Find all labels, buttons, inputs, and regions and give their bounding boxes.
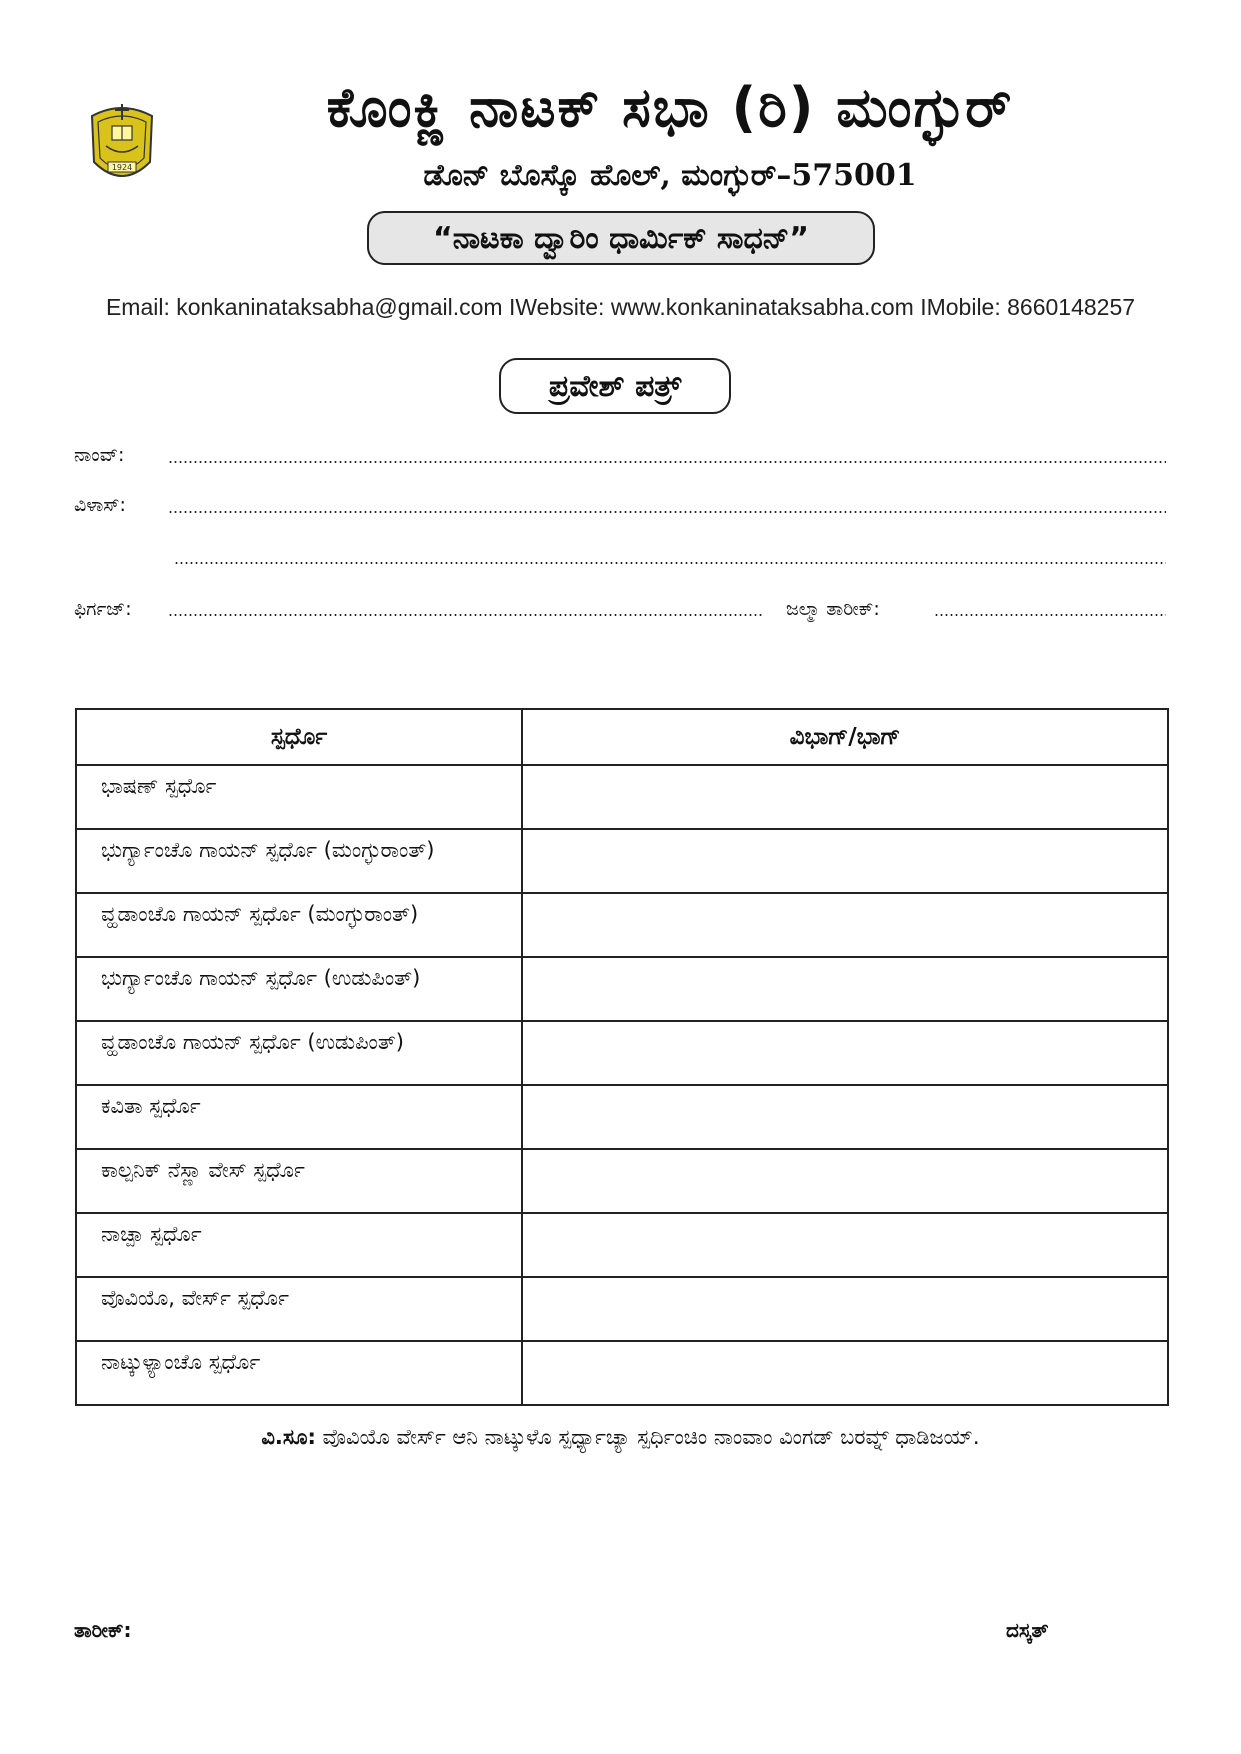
table-row	[76, 893, 1168, 957]
signature-label: ದಸ್ಕತ್	[1006, 1618, 1049, 1642]
category-cell[interactable]	[522, 829, 1168, 893]
address-field-line-1[interactable]	[168, 511, 1166, 513]
table-row	[76, 765, 1168, 829]
organization-address: ಡೊನ್ ಬೊಸ್ಕೊ ಹೊಲ್, ಮಂಗ್ಳುರ್–575001	[423, 158, 917, 193]
dob-field[interactable]	[934, 614, 1166, 616]
note-prefix: ವಿ.ಸೂ:	[261, 1425, 316, 1449]
sabha-logo-icon	[84, 96, 160, 192]
contact-line: Email: konkaninataksabha@gmail.com IWebsite: www.konkaninataksabha.com IMobile: 8660148257	[105, 294, 1136, 320]
organization-title: ಕೊಂಕ್ಣಿ ನಾಟಕ್ ಸಭಾ (ರಿ) ಮಂಗ್ಳುರ್	[326, 76, 1014, 139]
category-cell[interactable]	[522, 1213, 1168, 1277]
table-row	[76, 1341, 1168, 1405]
address-field-line-2[interactable]	[174, 562, 1166, 564]
table-row	[76, 1021, 1168, 1085]
form-title-box: ಪ್ರವೇಶ್ ಪತ್ರ್	[499, 358, 731, 414]
competition-name: ಕಾಲ್ಪನಿಕ್ ನೆಸ್ಣಾ ವೇಸ್ ಸ್ಪರ್ಧೊ	[76, 1149, 522, 1213]
name-field[interactable]	[168, 461, 1166, 463]
competition-name: ವ್ಹಡಾಂಚೊ ಗಾಯನ್ ಸ್ಪರ್ಧೊ (ಉಡುಪಿಂತ್)	[76, 1021, 522, 1085]
motto-banner: “ನಾಟಕಾ ದ್ವಾರಿಂ ಧಾರ್ಮಿಕ್ ಸಾಧನ್”	[367, 211, 875, 265]
category-cell[interactable]	[522, 1341, 1168, 1405]
category-cell[interactable]	[522, 893, 1168, 957]
svg-text:1924: 1924	[111, 163, 133, 172]
date-label: ತಾರೀಕ್:	[74, 1618, 132, 1642]
competition-name: ವ್ಹಡಾಂಚೊ ಗಾಯನ್ ಸ್ಪರ್ಧೊ (ಮಂಗ್ಳುರಾಂತ್)	[76, 893, 522, 957]
competition-name: ಕವಿತಾ ಸ್ಪರ್ಧೊ	[76, 1085, 522, 1149]
category-cell[interactable]	[522, 957, 1168, 1021]
table-row	[76, 1213, 1168, 1277]
table-row	[76, 1277, 1168, 1341]
competition-table	[75, 708, 1169, 1406]
table-row	[76, 1085, 1168, 1149]
competition-name: ವೊವಿಯೊ, ವೇರ್ಸ್ ಸ್ಪರ್ಧೊ	[76, 1277, 522, 1341]
note-text: ವೊವಿಯೊ ವೇರ್ಸ್ ಆನಿ ನಾಟ್ಕುಳೊ ಸ್ಪರ್ಧ್ಯಾಚ್ಯಾ ಸ್ಪರ್ಧಿಂಚಿಂ ನಾಂವಾಂ ವಿಂಗಡ್ ಬರವ್ನ್ ಧಾಡಿಜಯ್.	[315, 1425, 980, 1449]
competition-name: ನಾಚ್ಪಾ ಸ್ಪರ್ಧೊ	[76, 1213, 522, 1277]
competition-name: ಭುರ್ಗ್ಯಾಂಚೊ ಗಾಯನ್ ಸ್ಪರ್ಧೊ (ಮಂಗ್ಳುರಾಂತ್)	[76, 829, 522, 893]
address-label: ವಿಳಾಸ್:	[74, 494, 126, 516]
category-cell[interactable]	[522, 765, 1168, 829]
competition-name: ಭುರ್ಗ್ಯಾಂಚೊ ಗಾಯನ್ ಸ್ಪರ್ಧೊ (ಉಡುಪಿಂತ್)	[76, 957, 522, 1021]
column-header-category: ವಿಭಾಗ್/ಭಾಗ್	[522, 709, 1168, 765]
table-header-row	[76, 709, 1168, 765]
category-cell[interactable]	[522, 1085, 1168, 1149]
note-line	[60, 1425, 1181, 1450]
category-cell[interactable]	[522, 1021, 1168, 1085]
parish-field[interactable]	[168, 614, 764, 616]
competition-name: ನಾಟ್ಕುಳ್ಯಾಂಚೊ ಸ್ಪರ್ಧೊ	[76, 1341, 522, 1405]
category-cell[interactable]	[522, 1149, 1168, 1213]
column-header-competition: ಸ್ಪರ್ಧೊ	[76, 709, 522, 765]
competition-name: ಭಾಷಣ್ ಸ್ಪರ್ಧೊ	[76, 765, 522, 829]
name-label: ನಾಂವ್:	[74, 444, 125, 466]
table-row	[76, 957, 1168, 1021]
table-row	[76, 829, 1168, 893]
category-cell[interactable]	[522, 1277, 1168, 1341]
table-row	[76, 1149, 1168, 1213]
parish-label: ಫಿರ್ಗಜ್:	[74, 598, 132, 620]
dob-label: ಜಲ್ಮಾ ತಾರೀಕ್:	[786, 598, 880, 620]
